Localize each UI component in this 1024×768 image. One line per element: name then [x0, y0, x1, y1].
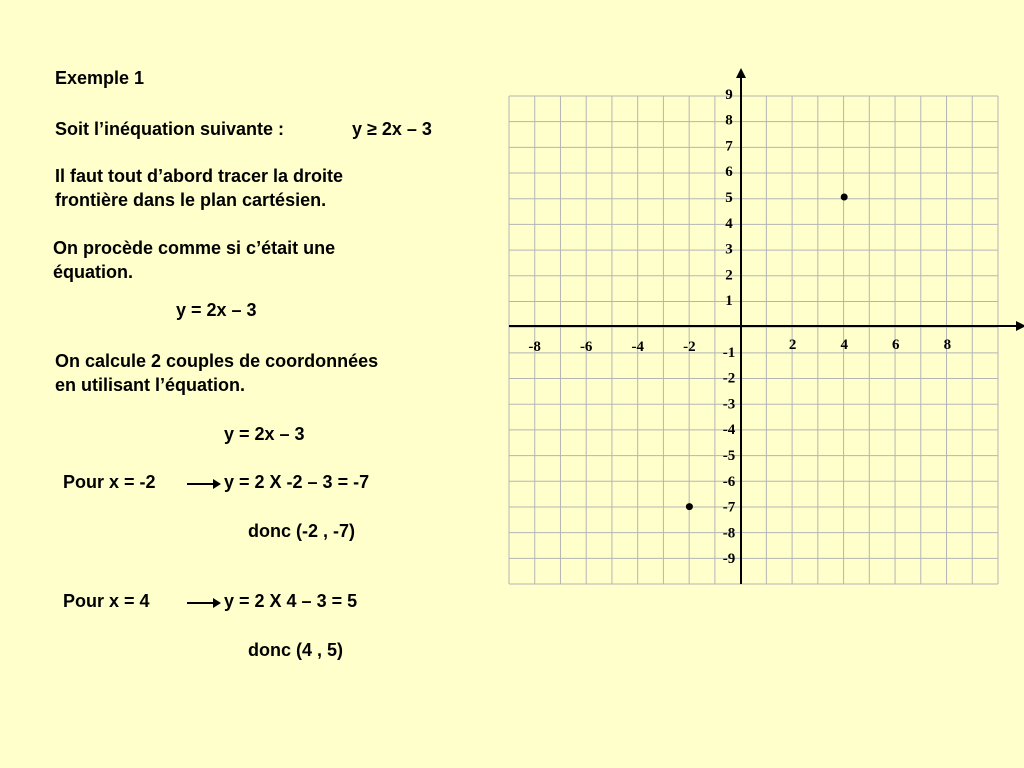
slide-title: Exemple 1	[55, 68, 145, 88]
plotted-point	[841, 194, 848, 201]
y-tick-label: 7	[725, 138, 733, 155]
y-tick-label: 4	[725, 215, 733, 232]
x-axis-arrowhead	[1016, 321, 1024, 331]
inequation-prefix: Soit l’inéquation suivante :	[55, 119, 285, 139]
calc1-right: y = 2 X -2 – 3 = -7	[224, 472, 370, 492]
x-tick-label: -8	[528, 339, 541, 355]
result1: donc (-2 , -7)	[248, 521, 355, 541]
step1-line1: Il faut tout d’abord tracer la droite	[55, 166, 344, 186]
y-tick-label: 6	[725, 164, 733, 181]
y-tick-label: -3	[722, 396, 736, 413]
y-tick-label: -4	[722, 422, 736, 439]
y-tick-label: -1	[722, 344, 736, 361]
y-tick-label: -9	[722, 551, 736, 568]
step3-line2: en utilisant l’équation.	[55, 375, 246, 395]
x-tick-label: 8	[943, 337, 952, 353]
x-tick-label: -4	[631, 339, 645, 355]
calc2-left: Pour x = 4	[63, 591, 150, 611]
x-tick-label: -6	[579, 339, 593, 355]
x-tick-labels	[528, 337, 951, 355]
y-tick-label: -5	[722, 448, 736, 464]
step2-line2: équation.	[53, 262, 133, 282]
x-tick-label: 4	[840, 337, 848, 353]
y-tick-label: 1	[725, 293, 733, 310]
x-tick-label: -2	[683, 339, 696, 355]
plotted-point	[686, 503, 693, 510]
y-tick-label: -2	[722, 370, 736, 387]
inequation: y ≥ 2x – 3	[352, 119, 432, 139]
y-axis-arrowhead	[736, 68, 746, 78]
equation-b: y = 2x – 3	[224, 424, 305, 444]
y-tick-label: -6	[722, 473, 736, 490]
x-tick-label: 2	[788, 337, 797, 353]
y-tick-label: -8	[722, 525, 736, 542]
step2-line1: On procède comme si c’était une	[53, 238, 336, 258]
step1-line2: frontière dans le plan cartésien.	[55, 190, 327, 210]
result2: donc (4 , 5)	[248, 640, 344, 660]
step3-line1: On calcule 2 couples de coordonnées	[55, 351, 379, 371]
y-tick-label: -7	[722, 499, 736, 516]
y-tick-label: 8	[725, 112, 733, 129]
y-tick-label: 2	[725, 267, 733, 284]
x-tick-label: 6	[892, 337, 900, 353]
y-tick-label: 5	[725, 190, 733, 206]
equation-a: y = 2x – 3	[176, 300, 257, 320]
calc2-right: y = 2 X 4 – 3 = 5	[224, 591, 358, 611]
y-tick-label: 9	[725, 86, 733, 103]
calc1-left: Pour x = -2	[63, 472, 156, 492]
y-tick-label: 3	[725, 241, 733, 258]
